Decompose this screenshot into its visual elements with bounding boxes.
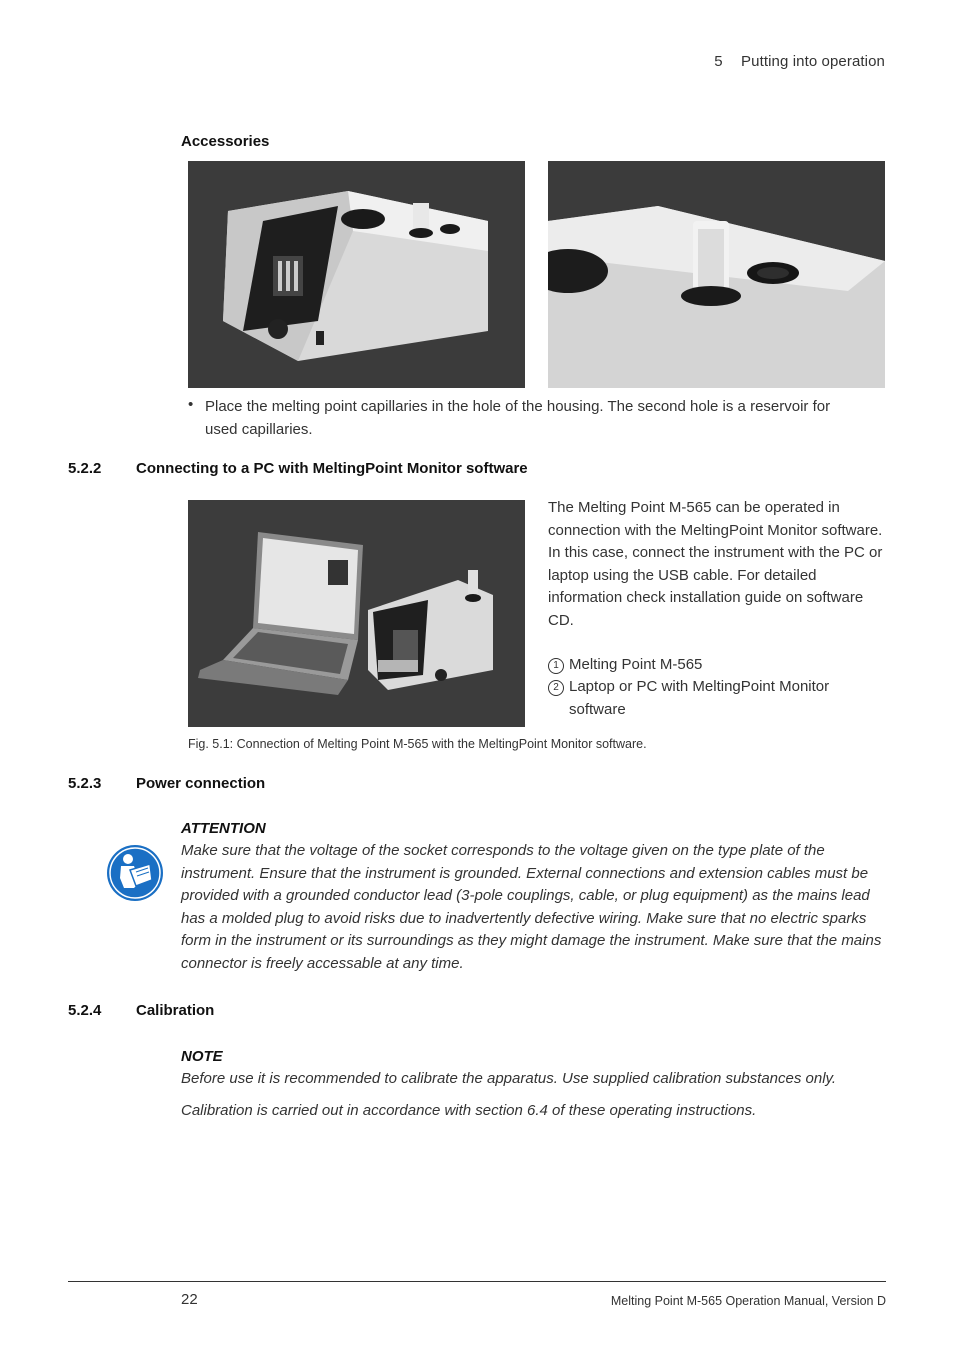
attention-heading: ATTENTION	[181, 820, 266, 837]
accessories-title: Accessories	[181, 133, 270, 150]
note-text-1: Before use it is recommended to calibrate the apparatus. Use supplied calibration substances only.	[181, 1070, 837, 1087]
bullet-marker: •	[188, 396, 194, 413]
legend-item-2	[548, 676, 829, 721]
legend-text-1: Melting Point M-565	[569, 656, 703, 673]
note-heading: NOTE	[181, 1048, 223, 1065]
attention-text: Make sure that the voltage of the socket corresponds to the voltage given on the type plate of the instrument. Ensure that the instrument is grounded. External connections and extension cables must be provided with a grounded conductor lead (3-pole couplings, cable, or plug equipment) as the mains lead has a molded plug to avoid risks due to inadvertently defective wiring. Make sure that no electric sparks form in the instrument or its surroundings as they might damage the instrument. Make sure that the mains connector is freely accessable at any time.	[181, 842, 882, 972]
laptop-instrument-photo	[188, 500, 525, 727]
read-manual-icon	[106, 844, 164, 902]
footer-rule	[68, 1281, 886, 1282]
section-title-5-2-2: Connecting to a PC with MeltingPoint Monitor software	[136, 460, 528, 477]
chapter-title: Putting into operation	[741, 53, 885, 70]
section-title-5-2-4: Calibration	[136, 1002, 215, 1019]
legend-text-2: Laptop or PC with MeltingPoint Monitor	[569, 678, 830, 695]
footer-doc-title: Melting Point M-565 Operation Manual, Version D	[610, 1294, 886, 1308]
section-number-5-2-4: 5.2.4	[68, 1002, 102, 1019]
accessories-bullet-text: Place the melting point capillaries in the hole of the housing. The second hole is a reservoir for used capillaries.	[205, 398, 831, 438]
figure-caption: Fig. 5.1: Connection of Melting Point M-565 with the MeltingPoint Monitor software.	[188, 737, 647, 751]
legend-marker-2: 2	[548, 680, 564, 696]
pc-connection-text: The Melting Point M-565 can be operated in connection with the MeltingPoint Monitor software. In this case, connect the instrument with the PC or laptop using the USB cable. For detailed information check installation guide on software CD.	[548, 499, 883, 629]
instrument-photo	[188, 161, 525, 388]
chapter-number: 5	[714, 53, 723, 70]
running-head	[714, 53, 885, 70]
page-number: 22	[181, 1291, 198, 1308]
capillary-holes-photo	[548, 161, 885, 388]
legend-marker-1: 1	[548, 658, 564, 674]
section-number-5-2-3: 5.2.3	[68, 775, 102, 792]
section-number-5-2-2: 5.2.2	[68, 460, 102, 477]
legend-text-2-continuation: software	[569, 700, 626, 718]
section-title-5-2-3: Power connection	[136, 775, 266, 792]
legend-item-1	[548, 654, 702, 677]
note-text-2: Calibration is carried out in accordance with section 6.4 of these operating instructions.	[181, 1102, 757, 1119]
